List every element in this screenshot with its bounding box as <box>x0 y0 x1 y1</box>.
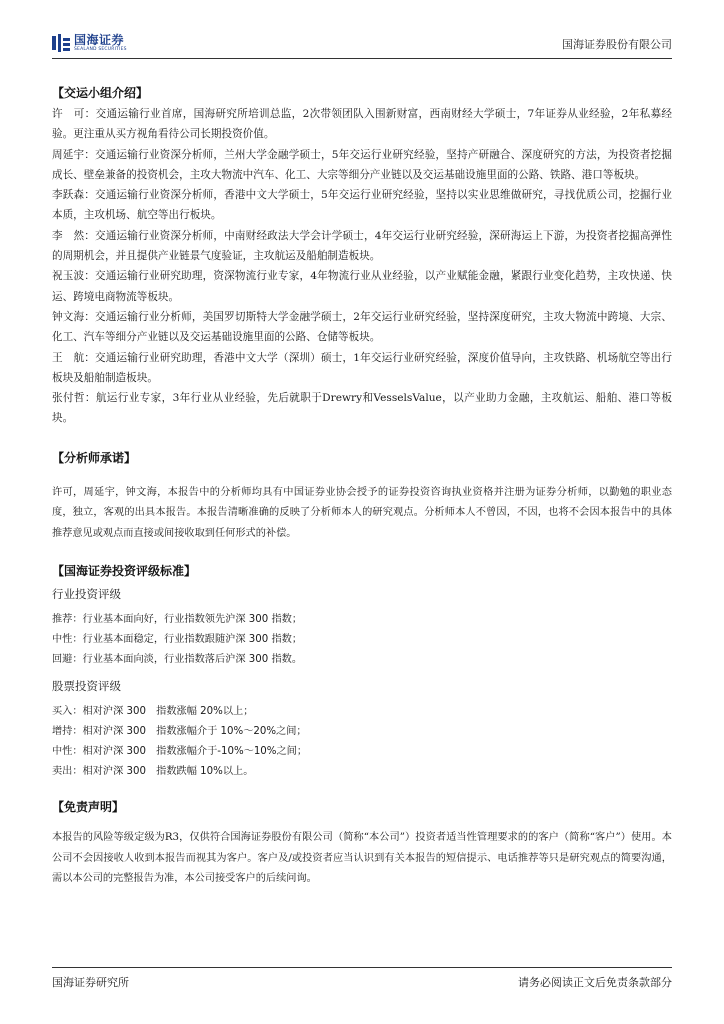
footer-institute: 国海证券研究所 <box>52 976 129 989</box>
stock-rating-title: 股票投资评级 <box>52 679 121 694</box>
analyst-bio: 周延宇：交通运输行业资深分析师，兰州大学金融学硕士，5年交运行业研究经验，坚持产研融合、深度研究的方法，为投资者挖掘成长、壁垒兼备的投资机会，主攻大物流中汽车、化工、大宗等细分产业链以及交运基础设施里面的公路、铁路、港口等板块。 <box>52 148 672 181</box>
industry-rating-item: 回避：行业基本面向淡，行业指数落后沪深 300 指数。 <box>52 654 303 666</box>
header-company-name: 国海证券股份有限公司 <box>562 38 672 51</box>
commitment-section-title: 【分析师承诺】 <box>52 450 137 465</box>
footer-divider <box>52 967 672 968</box>
analyst-bio: 祝玉波：交通运输行业研究助理，资深物流行业专家，4年物流行业从业经验，以产业赋能金融，紧跟行业变化趋势，主攻快递、快运、跨境电商物流等板块。 <box>52 270 672 303</box>
industry-rating-item: 推荐：行业基本面向好，行业指数领先沪深 300 指数； <box>52 614 303 626</box>
logo-name-en: SEALAND SECURITIES <box>74 46 127 52</box>
header-divider <box>52 58 672 59</box>
stock-rating-item: 增持：相对沪深 300 指数涨幅介于 10%～20%之间； <box>52 726 307 738</box>
analyst-bio: 钟文海：交通运输行业分析师，美国罗切斯特大学金融学硕士，2年交运行业研究经验，坚持深度研究，主攻大物流中跨境、大宗、化工、汽车等细分产业链以及交运基础设施里面的公路、仓储等板块。 <box>52 310 672 344</box>
stock-rating-item: 中性：相对沪深 300 指数涨幅介于-10%～10%之间； <box>52 746 308 758</box>
rating-section-title: 【国海证券投资评级标准】 <box>52 564 197 579</box>
disclaimer-text: 本报告的风险等级定级为R3，仅供符合国海证券股份有限公司（简称“本公司”）投资者适当性管理要求的的客户（简称“客户”）使用。本公司不会因接收人收到本报告而视其为客户。客户及/或投资者应当认识到有关本报告的短信提示、电话推荐等只是研究观点的简要沟通，需以本公司的完整报告为准，本公司接受客户的后续问询。 <box>52 832 672 885</box>
team-bios <box>52 104 672 429</box>
company-logo <box>52 32 127 54</box>
analyst-bio: 李跃森：交通运输行业资深分析师，香港中文大学硕士，5年交运行业研究经验，坚持以实业思维做研究，寻找优质公司，挖掘行业本质，主攻机场、航空等出行板块。 <box>52 189 672 222</box>
analyst-bio: 王 航：交通运输行业研究助理，香港中文大学（深圳）硕士，1年交运行业研究经验，深度价值导向，主攻铁路、机场航空等出行板块及船舶制造板块。 <box>52 351 672 384</box>
analyst-bio: 许 可：交通运输行业首席，国海研究所培训总监，2次带领团队入围新财富，西南财经大学硕士，7年证券从业经验，2年私募经验。更注重从买方视角看待公司长期投资价值。 <box>52 108 672 141</box>
analyst-bio: 张付哲：航运行业专家，3年行业从业经验，先后就职于Drewry和VesselsValue，以产业助力金融，主攻航运、船舶、港口等板块。 <box>52 392 672 425</box>
team-section-title: 【交运小组介绍】 <box>52 86 149 100</box>
stock-rating-list <box>52 702 672 782</box>
industry-rating-title: 行业投资评级 <box>52 587 121 602</box>
logo-mark-icon <box>52 34 70 52</box>
disclaimer-section-title: 【免责声明】 <box>52 800 125 815</box>
industry-rating-item: 中性：行业基本面稳定，行业指数跟随沪深 300 指数； <box>52 634 303 646</box>
footer-notice: 请务必阅读正文后免责条款部分 <box>518 976 672 989</box>
analyst-bio: 李 然：交通运输行业资深分析师，中南财经政法大学会计学硕士，4年交运行业研究经验，深研海运上下游，为投资者挖掘高弹性的周期机会，并且提供产业链景气度验证，主攻航运及船舶制造板块。 <box>52 229 672 263</box>
page-content <box>52 80 672 890</box>
stock-rating-item: 买入：相对沪深 300 指数涨幅 20%以上； <box>52 706 254 718</box>
commitment-text: 许可，周延宇，钟文海，本报告中的分析师均具有中国证券业协会授予的证券投资咨询执业资格并注册为证券分析师，以勤勉的职业态度，独立，客观的出具本报告。本报告清晰准确的反映了分析师本人的研究观点。分析师本人不曾因，不因，也将不会因本报告中的具体推荐意见或观点而直接或间接收取到任何形式的补偿。 <box>52 486 672 539</box>
stock-rating-item: 卖出：相对沪深 300 指数跌幅 10%以上。 <box>52 766 254 778</box>
page-header <box>52 30 672 56</box>
logo-name-cn: 国海证券 <box>74 32 125 47</box>
industry-rating-list <box>52 610 672 670</box>
